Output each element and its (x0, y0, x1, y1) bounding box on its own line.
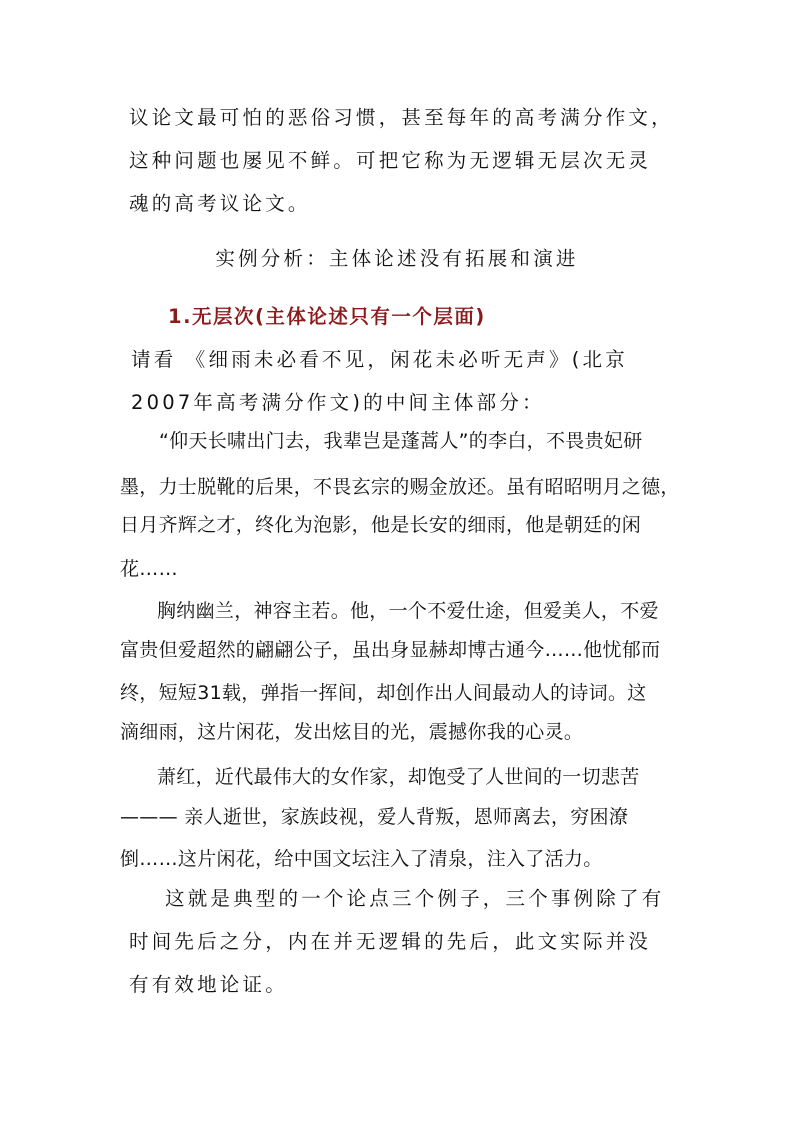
paragraph-1-line-2: 墨，力士脱靴的后果，不畏玄宗的赐金放还。虽有昭昭明月之德， (120, 476, 680, 498)
paragraph-1-line-1: “仰天长啸出门去，我辈岂是蓬蒿人”的李白，不畏贵妃研 (159, 430, 643, 452)
paragraph-2-line-1: 胸纳幽兰，神容主若。他，一个不爱仕途，但爱美人，不爱 (157, 600, 659, 622)
paragraph-1-line-4: 花…… (120, 558, 178, 580)
paragraph-3-line-2: ——— 亲人逝世，家族歧视，爱人背叛，恩师离去，穷困潦 (120, 806, 629, 828)
paragraph-2-line-3: 终，短短31载，弹指一挥间，却创作出人间最动人的诗词。这 (120, 682, 647, 704)
intro-line-2: 这种问题也屡见不鲜。可把它称为无逻辑无层次无灵 (129, 149, 652, 172)
reference-line-2: 2007年高考满分作文)的中间主体部分： (131, 391, 545, 414)
paragraph-2-line-4: 滴细雨，这片闲花，发出炫目的光，震撼你我的心灵。 (120, 721, 584, 743)
conclusion-line-1: 这就是典型的一个论点三个例子，三个事例除了有 (165, 887, 665, 910)
intro-line-3: 魂的高考议论文。 (129, 192, 311, 215)
paragraph-2-line-2: 富贵但爱超然的翩翩公子，虽出身显赫却博古通今……他忧郁而 (120, 639, 661, 661)
reference-line-1: 请看 《细雨未必看不见，闲花未必听无声》(北京 (131, 348, 628, 371)
subheading: 1.无层次(主体论述只有一个层面) (168, 305, 486, 328)
section-title: 实例分析：主体论述没有拓展和演进 (215, 247, 579, 270)
conclusion-line-3: 有有效地论证。 (129, 973, 288, 996)
paragraph-3-line-3: 倒……这片闲花，给中国文坛注入了清泉，注入了活力。 (120, 848, 603, 870)
paragraph-3-line-1: 萧红，近代最伟大的女作家，却饱受了人世间的一切悲苦 (157, 766, 640, 788)
paragraph-1-line-3: 日月齐辉之才，终化为泡影，他是长安的细雨，他是朝廷的闲 (120, 514, 642, 536)
intro-line-1: 议论文最可怕的恶俗习惯，甚至每年的高考满分作文， (129, 106, 674, 129)
conclusion-line-2: 时间先后之分，内在并无逻辑的先后，此文实际并没 (129, 930, 652, 953)
